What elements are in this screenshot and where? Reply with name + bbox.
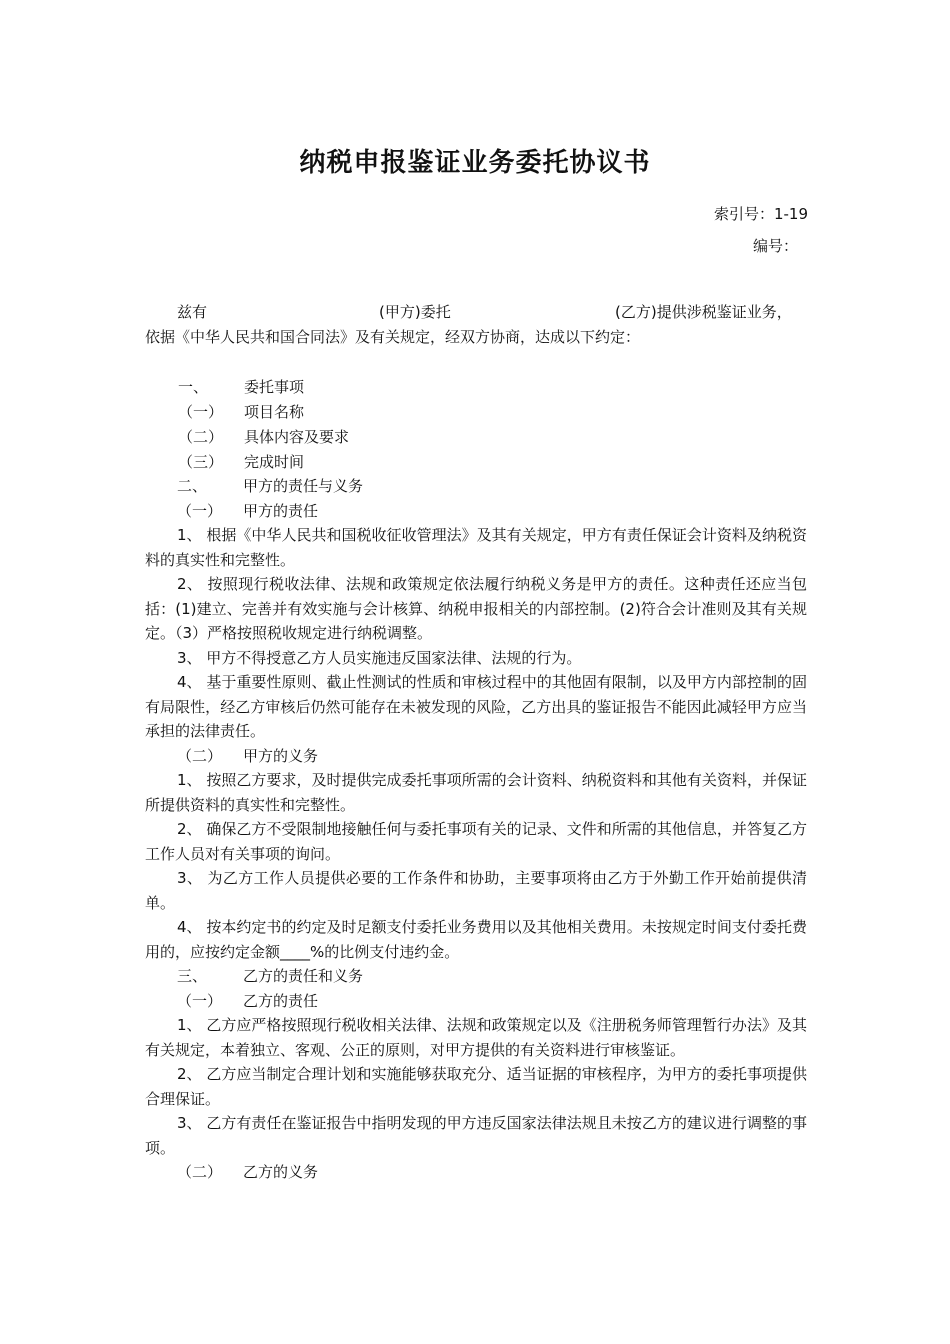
- section2-num: 二、: [177, 477, 208, 495]
- section3-sub2: [145, 1160, 807, 1185]
- item-text: 具体内容及要求: [244, 428, 350, 446]
- section2-title: 甲方的责任与义务: [243, 477, 364, 495]
- sub-title: 乙方的责任: [243, 991, 319, 1010]
- item-num: （二）: [178, 428, 224, 446]
- sub-num: （一）: [177, 991, 223, 1010]
- sub-title: 甲方的责任: [243, 501, 319, 520]
- section2-sub2: [145, 744, 807, 769]
- sub-num: （二）: [177, 1163, 223, 1181]
- clause: 1、 根据《中华人民共和国税收征收管理法》及其有关规定，甲方有责任保证会计资料及纳税资料的真实性和完整性。: [145, 526, 807, 569]
- clause: 2、 确保乙方不受限制地接触任何与委托事项有关的记录、文件和所需的其他信息，并答复乙方工作人员对有关事项的询问。: [145, 820, 807, 863]
- item-num: （三）: [178, 453, 224, 471]
- sub-num: （一）: [177, 501, 223, 520]
- section1-heading: [178, 375, 304, 400]
- item-text: 项目名称: [244, 403, 305, 421]
- sub-title: 甲方的义务: [243, 746, 319, 765]
- document-number: 编号：: [752, 237, 798, 255]
- clause: 3、 甲方不得授意乙方人员实施违反国家法律、法规的行为。: [177, 648, 582, 667]
- clause: 3、 乙方有责任在鉴证报告中指明发现的甲方违反国家法律法规且未按乙方的建议进行调整的事项。: [145, 1114, 807, 1157]
- clause: 1、 乙方应严格按照现行税收相关法律、法规和政策规定以及《注册税务师管理暂行办法》及其有关规定，本着独立、客观、公正的原则，对甲方提供的有关资料进行审核鉴证。: [145, 1016, 807, 1059]
- item-num: （一）: [178, 403, 224, 421]
- contract-body: [145, 474, 807, 1185]
- section1-item: [178, 450, 304, 475]
- clause: 4、 按本约定书的约定及时足额支付委托业务费用以及其他相关费用。未按规定时间支付委托费用的，应按约定金额____%的比例支付违约金。: [145, 918, 807, 961]
- section3-num: 三、: [177, 967, 208, 985]
- section1-item: [178, 425, 349, 450]
- section2-sub1: [145, 499, 807, 524]
- section2-heading: [145, 474, 807, 499]
- section1-title: 委托事项: [244, 378, 305, 396]
- section3-heading: [145, 964, 807, 989]
- document-title: 纳税申报鉴证业务委托协议书: [299, 148, 651, 178]
- section1-num: 一、: [178, 378, 209, 396]
- preamble-line2: 依据《中华人民共和国合同法》及有关规定，经双方协商，达成以下约定：: [145, 328, 641, 346]
- section3-sub1: [145, 989, 807, 1014]
- section1-item: [178, 400, 304, 425]
- clause: 1、 按照乙方要求，及时提供完成委托事项所需的会计资料、纳税资料和其他有关资料，并保证所提供资料的真实性和完整性。: [145, 771, 807, 814]
- clause: 4、 基于重要性原则、截止性测试的性质和审核过程中的其他固有限制，以及甲方内部控制的固有局限性，经乙方审核后仍然可能存在未被发现的风险，乙方出具的鉴证报告不能因此减轻甲方应当承担的法律责任。: [145, 673, 807, 740]
- clause: 2、 乙方应当制定合理计划和实施能够获取充分、适当证据的审核程序，为甲方的委托事项提供合理保证。: [145, 1065, 807, 1108]
- clause: 2、 按照现行税收法律、法规和政策规定依法履行纳税义务是甲方的责任。这种责任还应当包括：(1)建立、完善并有效实施与会计核算、纳税申报相关的内部控制。(2)符合会计准则及其有关规定。（3）严格按照税收规定进行纳税调整。: [145, 575, 807, 642]
- preamble-part2: (甲方)委托: [379, 303, 451, 321]
- preamble-part1: 兹有: [177, 303, 208, 321]
- index-number: 索引号：1-19: [713, 205, 808, 223]
- sub-num: （二）: [177, 746, 223, 765]
- clause: 3、 为乙方工作人员提供必要的工作条件和协助，主要事项将由乙方于外勤工作开始前提供清单。: [145, 869, 807, 912]
- preamble-part3: (乙方)提供涉税鉴证业务，: [615, 303, 792, 321]
- sub-title: 乙方的义务: [243, 1163, 319, 1181]
- item-text: 完成时间: [244, 453, 305, 471]
- section3-title: 乙方的责任和义务: [243, 967, 364, 985]
